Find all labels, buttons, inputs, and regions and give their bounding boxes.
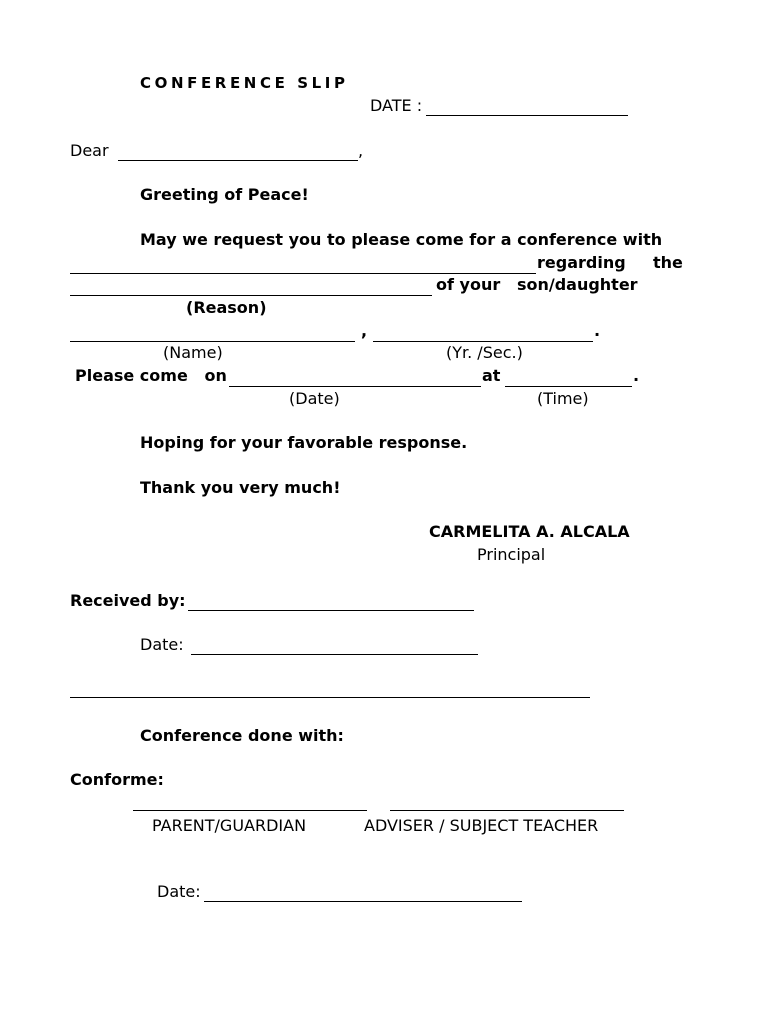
dear-label: Dear bbox=[70, 141, 109, 160]
the-text: the bbox=[653, 253, 683, 272]
slip-title: CONFERENCE SLIP bbox=[140, 74, 349, 92]
adviser-signature-field[interactable] bbox=[390, 810, 624, 811]
time-caption: (Time) bbox=[537, 389, 589, 408]
please-come-text: Please come on bbox=[75, 366, 227, 385]
separator-line bbox=[70, 697, 590, 698]
date-field[interactable] bbox=[426, 115, 628, 116]
final-date-field[interactable] bbox=[204, 901, 522, 902]
adviser-label: ADVISER / SUBJECT TEACHER bbox=[364, 816, 599, 835]
reason-caption: (Reason) bbox=[186, 298, 267, 317]
name-separator: , bbox=[361, 321, 368, 340]
conference-with-field[interactable] bbox=[70, 273, 536, 274]
parent-signature-field[interactable] bbox=[133, 810, 367, 811]
student-name-field[interactable] bbox=[70, 341, 355, 342]
signatory-name: CARMELITA A. ALCALA bbox=[429, 522, 630, 541]
reason-field[interactable] bbox=[70, 295, 432, 296]
name-caption: (Name) bbox=[163, 343, 223, 362]
of-your-text: of your son/daughter bbox=[436, 275, 638, 294]
parent-label: PARENT/GUARDIAN bbox=[152, 816, 307, 835]
dear-comma: , bbox=[358, 141, 364, 160]
signatory-title: Principal bbox=[477, 545, 546, 564]
regarding-text: regarding bbox=[537, 253, 626, 272]
please-come-end: . bbox=[633, 366, 640, 385]
date-caption: (Date) bbox=[289, 389, 340, 408]
conforme-label: Conforme: bbox=[70, 770, 164, 789]
received-by-label: Received by: bbox=[70, 591, 186, 610]
thanks-text: Thank you very much! bbox=[140, 478, 341, 497]
conference-done-label: Conference done with: bbox=[140, 726, 344, 745]
hoping-text: Hoping for your favorable response. bbox=[140, 433, 468, 452]
greeting: Greeting of Peace! bbox=[140, 185, 309, 204]
received-date-label: Date: bbox=[140, 635, 184, 654]
recipient-field[interactable] bbox=[118, 160, 358, 161]
received-date-field[interactable] bbox=[191, 654, 478, 655]
conference-time-field[interactable] bbox=[505, 386, 632, 387]
date-label: DATE : bbox=[370, 96, 423, 115]
year-section-field[interactable] bbox=[373, 341, 593, 342]
final-date-label: Date: bbox=[157, 882, 201, 901]
request-text: May we request you to please come for a conference with bbox=[140, 230, 663, 249]
received-by-field[interactable] bbox=[188, 610, 474, 611]
at-text: at bbox=[482, 366, 501, 385]
yrsec-caption: (Yr. /Sec.) bbox=[446, 343, 523, 362]
name-end: . bbox=[594, 321, 601, 340]
conference-date-field[interactable] bbox=[229, 386, 481, 387]
